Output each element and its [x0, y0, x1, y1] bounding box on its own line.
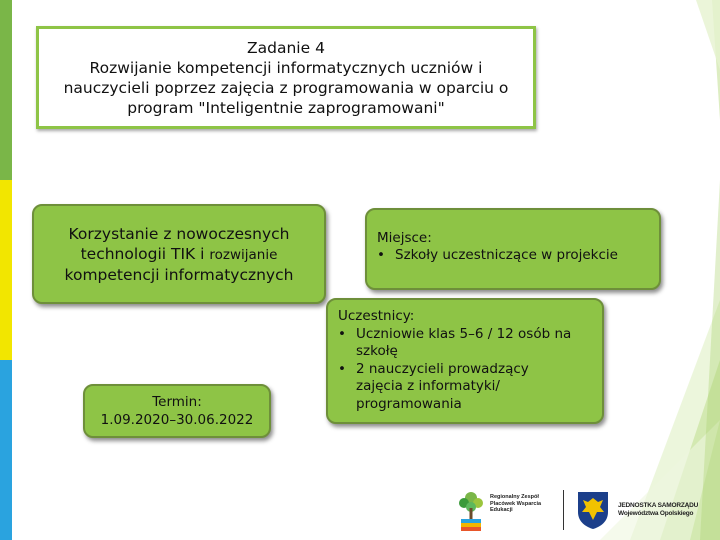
- participants-item: [338, 361, 594, 414]
- participants-item-text: programowania: [356, 395, 462, 412]
- place-card: [365, 208, 661, 290]
- participants-item: [338, 326, 594, 361]
- left-stripe-green: [0, 0, 12, 180]
- participants-item-text: Uczniowie klas 5–6 / 12 osób na: [356, 325, 572, 342]
- term-dates: 1.09.2020–30.06.2022: [100, 412, 254, 428]
- logo-left-text: Regionalny Zespół Placówek Wsparcia Edukacji: [490, 494, 542, 513]
- partner-logos: [450, 486, 720, 534]
- bullet: •: [377, 247, 385, 263]
- participants-item-text: szkołę: [356, 343, 398, 359]
- bullet: •: [338, 325, 346, 342]
- regional-crest-icon: [576, 490, 610, 530]
- task-title-line: Rozwijanie kompetencji informatycznych uczniów i: [89, 58, 483, 77]
- logo-divider: [563, 490, 564, 530]
- technology-line: kompetencji informatycznych: [64, 265, 294, 284]
- term-label: Termin:: [152, 394, 202, 410]
- task-title-box: [36, 26, 536, 129]
- participants-label: Uczestnicy:: [338, 308, 415, 324]
- participants-item-text: 2 nauczycieli prowadzący: [356, 360, 529, 377]
- task-title-line: nauczycieli poprzez zajęcia z programowania w oparciu o: [63, 78, 509, 97]
- task-title-line: program "Inteligentnie zaprogramowani": [127, 98, 445, 117]
- left-stripe-yellow: [0, 180, 12, 360]
- technology-line: [81, 244, 278, 265]
- task-number: Zadanie 4: [247, 38, 325, 57]
- participants-item-text: zajęcia z informatyki/: [356, 378, 500, 394]
- technology-card: [32, 204, 326, 304]
- technology-line: Korzystanie z nowoczesnych: [68, 224, 290, 243]
- bullet: •: [338, 360, 346, 377]
- participants-card: [326, 298, 604, 424]
- place-label: Miejsce:: [377, 230, 432, 246]
- place-item: [377, 247, 649, 264]
- tree-logo-icon: [456, 488, 486, 532]
- logo-right-text: JEDNOSTKA SAMORZĄDU Województwa Opolskiego: [618, 502, 699, 517]
- technology-line-main: technologii TIK i: [80, 244, 205, 263]
- place-item-text: Szkoły uczestniczące w projekcie: [395, 247, 618, 263]
- technology-line-small: rozwijanie: [209, 246, 278, 263]
- term-card: [83, 384, 271, 438]
- left-stripe-blue: [0, 360, 12, 540]
